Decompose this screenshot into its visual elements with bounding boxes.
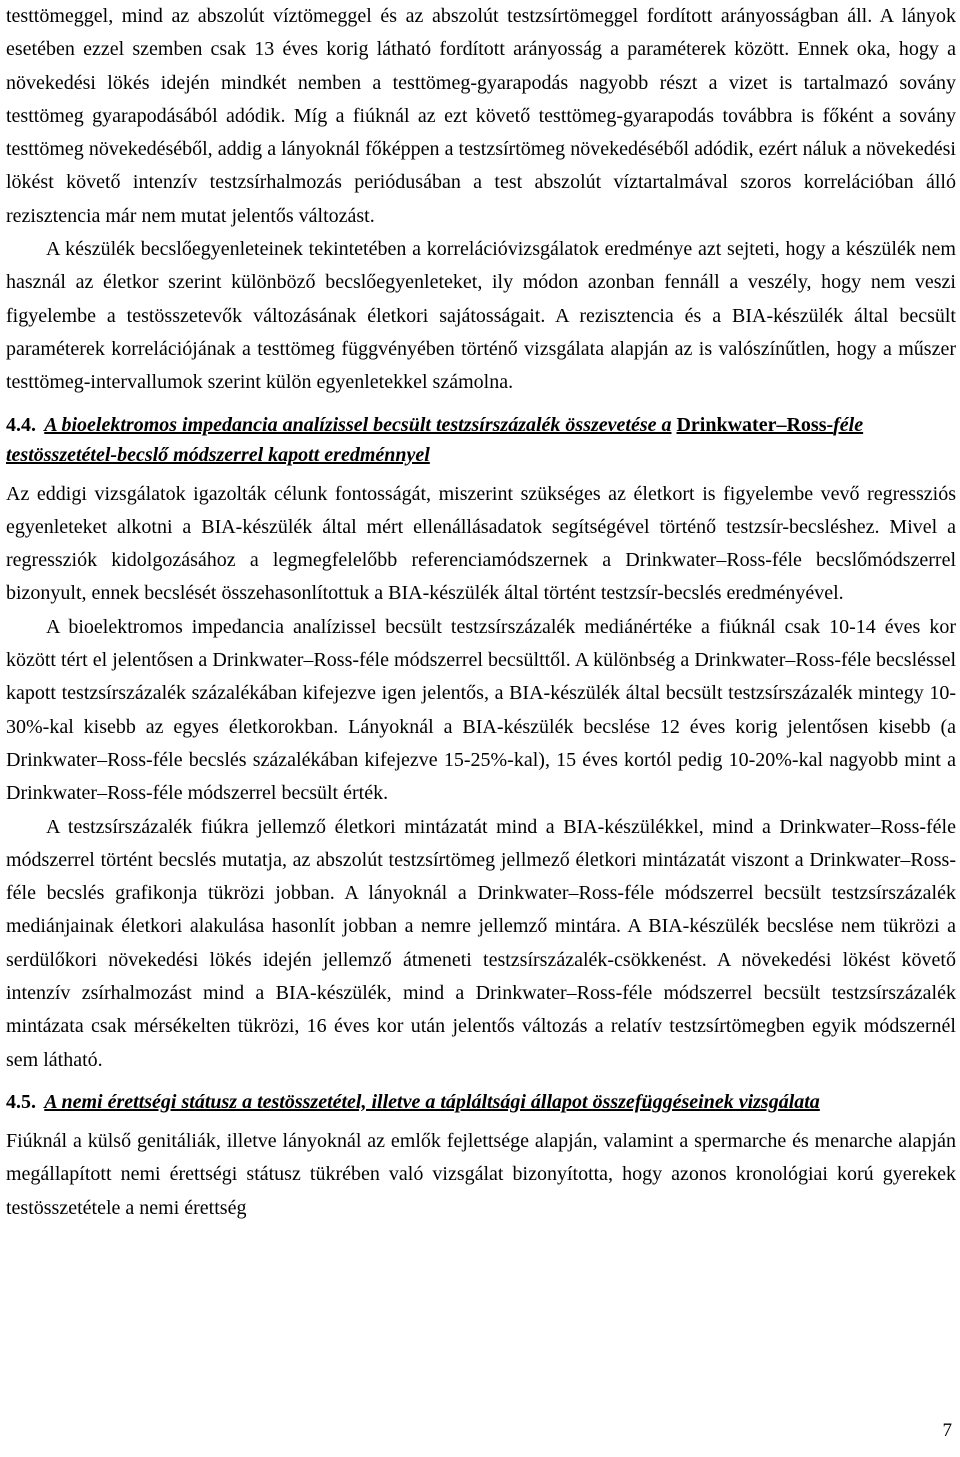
section-title: A nemi érettségi státusz a testösszetétel, illetve a tápláltsági állapot összefüggéseinek vizsgálata xyxy=(44,1090,820,1113)
paragraph-device-equations: A készülék becslőegyenleteinek tekintetében a korrelációvizsgálatok eredménye azt sejteti, hogy a készülék nem használ az életkor szerint különböző becslőegyenleteket, ily módon azonban fennáll a veszély, hogy nem veszi figyelembe a testösszetevők változásának életkori sajátosságait. A rezisztencia és a BIA-készülék által becsült paraméterek korrelációjának a testtömeg függvényében történő vizsgálata alapján az is valószínűtlen, hogy a műszer testtömeg-intervallumok szerint külön egyenletekkel számolna. xyxy=(6,238,956,394)
paragraph-median-comparison: A bioelektromos impedancia analízissel becsült testzsírszázalék mediánértéke a fiúknál csak 10-14 éves kor között tért el jelentősen a Drinkwater–Ross-féle módszerrel becsülttől. A különbség a Drinkwater–Ross-féle becsléssel kapott testzsírszázalék százalékában kifejezve igen jelentős, a BIA-készülék által becsült testzsírszázalék mintegy 10-30%-kal kisebb az egyes életkorokban. Lányoknál a BIA-készülék becslése 12 éves korig jelentősen kisebb (a Drinkwater–Ross-féle becslés százalékában kifejezve 15-25%-kal), 15 éves kortól pedig 10-20%-kal nagyobb mint a Drinkwater–Ross-féle módszerrel becsült érték. xyxy=(6,615,956,805)
paragraph-aims: Az eddigi vizsgálatok igazolták célunk fontosságát, miszerint szükséges az életkort is figyelembe vevő regressziós egyenleteket alkotni a BIA-készülék által mért ellenállásadatok segítségével történő testzsír-becsléshez. Mivel a regressziók kidolgozásához a legmegfelelőbb referenciamódszernek a Drinkwater–Ross-féle becslőmódszerrel bizonyult, ennek becslését összehasonlítottuk a BIA-készülék által történt testzsír-becslés eredményével. xyxy=(6,482,956,605)
paragraph-age-patterns: A testzsírszázalék fiúkra jellemző életkori mintázatát mind a BIA-készülékkel, mind a Drinkwater–Ross-féle módszerrel történt becslés mutatja, az abszolút testzsírtömeg jellmező életkori mintázatát viszont a Drinkwater–Ross-féle becslés grafikonja tükrözi jobban. A lányoknál a Drinkwater–Ross-féle módszerrel becsült testzsírszázalék mediánjainak életkori alakulása hasonlít jobban a nemre jellemző mintára. A BIA-készülék becslése nem tükrözi a serdülőkori növekedési lökés idején jellemző átmeneti testzsírszázalék-csökkenést. A növekedési lökést követő intenzív zsírhalmozást mind a BIA-készülék, mind a Drinkwater–Ross-féle módszerrel becsült testzsírszázalék mintázata csak mérsékelten tükrözi, 16 éves kor után jelentős változás a relatív testzsírtömegben egyik módszernél sem látható. xyxy=(6,815,956,1071)
section-heading-4-5 xyxy=(6,1087,956,1117)
page-content xyxy=(6,0,956,1225)
section-number: 4.5. xyxy=(6,1090,36,1113)
section-title-part-1: A bioelektromos impedancia analízissel becsült testzsírszázalék összevetése a xyxy=(44,413,672,436)
section-title-part-2: Drinkwater–Ross- xyxy=(676,413,834,436)
paragraph-maturity-status: Fiúknál a külső genitáliák, illetve lányoknál az emlők fejlettsége alapján, valamint a spermarche és menarche alapján megállapított nemi érettségi státusz tükrében való vizsgálat bizonyította, hogy azonos kronológiai korú gyerekek testösszetétele a nemi érettség xyxy=(6,1129,956,1219)
paragraph-continued: testtömeggel, mind az abszolút víztömeggel és az abszolút testzsírtömeggel fordított arányosságban áll. A lányok esetében ezzel szemben csak 13 éves korig látható fordított arányosság a paraméterek között. Ennek oka, hogy a növekedési lökés idején mindkét nemben a testtömeg-gyarapodás nagyobb részt a vizet is tartalmazó sovány testtömeg gyarapodásából adódik. Míg a fiúknál az ezt követő testtömeg-gyarapodás továbbra is főként a sovány testtömeg növekedéséből, addig a lányoknál főképpen a testzsírtömeg növekedéséből adódik, ezért náluk a növekedési lökést követő intenzív testzsírhalmozás periódusában a test abszolút víztartalmával szoros korrelációban álló rezisztencia már nem mutat jelentős változást. xyxy=(6,5,956,227)
section-title-part-3: féle testösszetétel-becslő módszerrel kapott eredménnyel xyxy=(6,413,864,466)
section-number: 4.4. xyxy=(6,413,36,436)
page-number: 7 xyxy=(942,1420,952,1441)
section-heading-4-4 xyxy=(6,410,956,470)
